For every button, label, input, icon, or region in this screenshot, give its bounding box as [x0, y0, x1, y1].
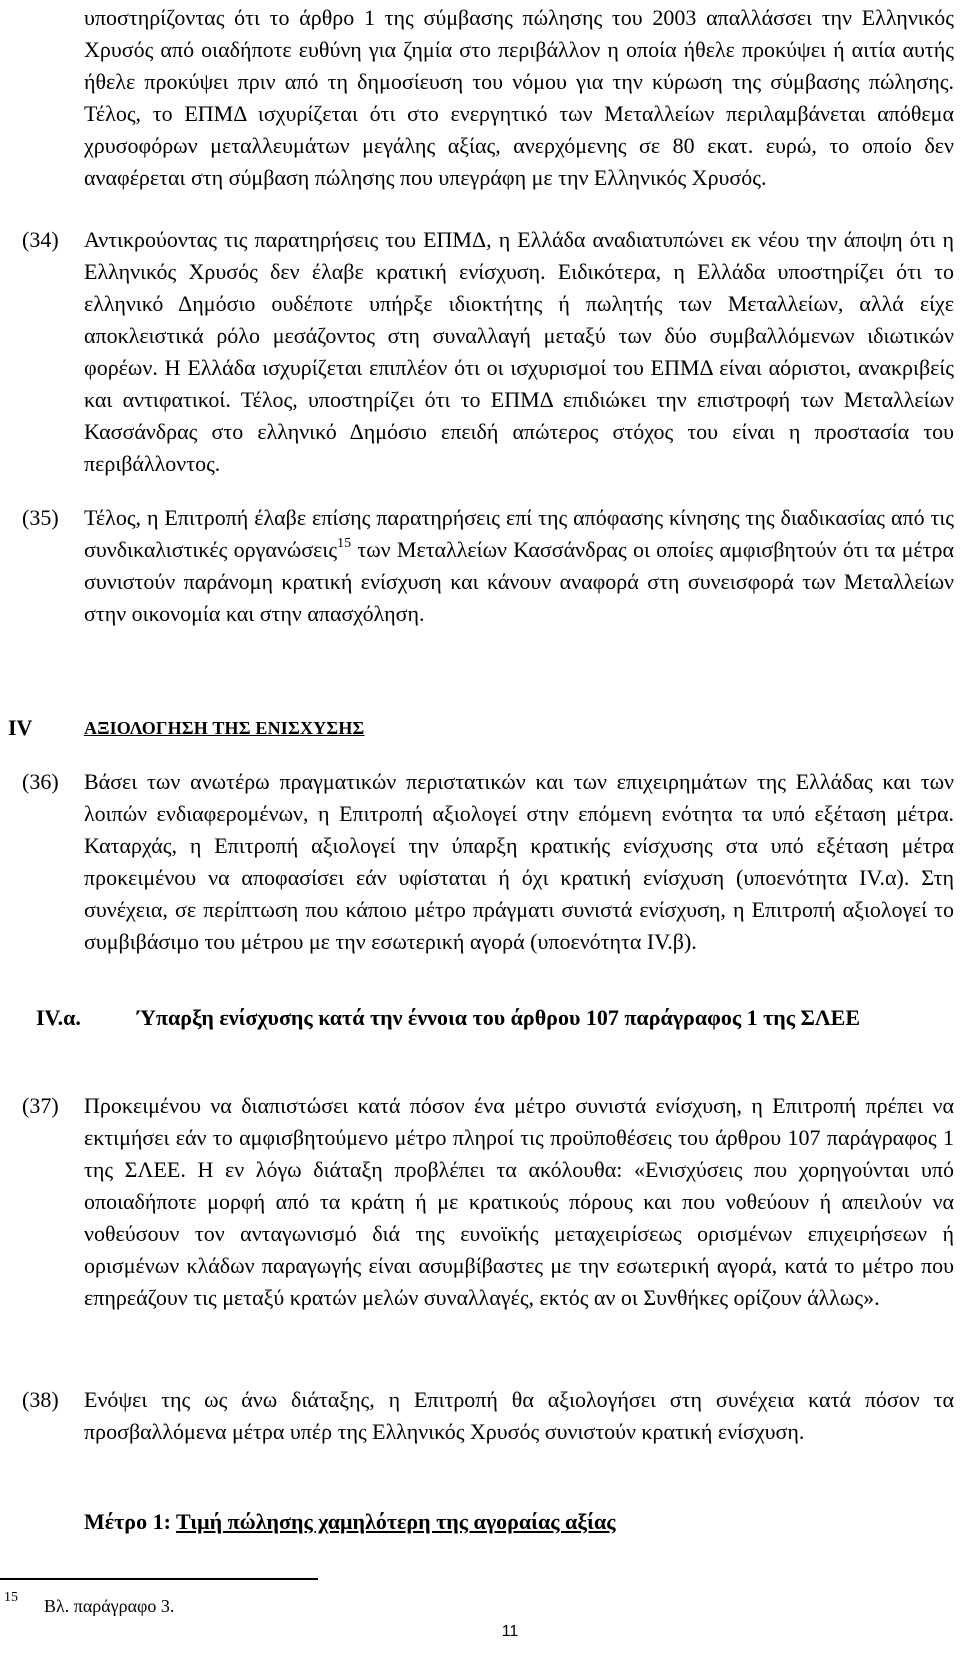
footnote-divider: [0, 1578, 318, 1580]
paragraph-text: [84, 502, 954, 630]
paragraph-number: (38): [22, 1387, 59, 1412]
footnote-number: 15: [4, 1590, 18, 1605]
paragraph-number: (34): [22, 227, 59, 252]
paragraph-number: (35): [22, 505, 59, 530]
subsection-heading-iva: [36, 1002, 936, 1034]
measure-title: Τιμή πώλησης χαμηλότερη της αγοραίας αξίας: [176, 1509, 616, 1534]
section-number: IV: [8, 715, 33, 740]
measure-prefix: Μέτρο 1:: [84, 1509, 177, 1534]
paragraph-text-part: Τέλος, η Επιτροπή έλαβε επίσης παρατηρήσεις επί της απόφασης κίνησης της διαδικασίας από τις συνδικαλιστικές οργανώσεις: [84, 505, 954, 562]
paragraph-number: (37): [22, 1093, 59, 1118]
page-number: 11: [501, 1623, 519, 1640]
paragraph-number: (36): [22, 769, 59, 794]
section-title: ΑΞΙΟΛΟΓΗΣΗ ΤΗΣ ΕΝΙΣΧΥΣΗΣ: [84, 718, 365, 738]
paragraph-text-part: των Μεταλλείων Κασσάνδρας οι οποίες αμφισβητούν ότι τα μέτρα συνιστούν παράνομη κρατική ενίσχυση και κάνουν αναφορά στη συνεισφορά των Μεταλλείων στην οικονομία και στην απασχόληση.: [84, 537, 954, 626]
section-heading-iv: [0, 712, 954, 744]
footnote-reference[interactable]: 15: [337, 535, 352, 551]
footnote-text: Βλ. παράγραφο 3.: [44, 1596, 175, 1616]
paragraph-text: Βάσει των ανωτέρω πραγματικών περιστατικών και των επιχειρημάτων της Ελλάδας και των λοιπών ενδιαφερομένων, η Επιτροπή αξιολογεί στην επόμενη ενότητα τα υπό εξέταση μέτρα. Καταρχάς, η Επιτροπή αξιολογεί την ύπαρξη κρατικής ενίσχυσης στα υπό εξέταση μέτρα προκειμένου να αποφασίσει εάν υφίσταται ή όχι κρατική ενίσχυση (υποενότητα IV.α). Στη συνέχεια, σε περίπτωση που κάποιο μέτρο πράγματι συνιστά ενίσχυση, η Επιτροπή αξιολογεί το συμβιβάσιμο του μέτρου με την εσωτερική αγορά (υποενότητα IV.β).: [84, 769, 954, 954]
subsection-label: IV.α.: [36, 1005, 81, 1030]
subsection-title: Ύπαρξη ενίσχυσης κατά την έννοια του άρθρου 107 παράγραφος 1 της ΣΛΕΕ: [136, 1005, 861, 1030]
intro-paragraph: υποστηρίζοντας ότι το άρθρο 1 της σύμβασης πώλησης του 2003 απαλλάσσει την Ελληνικός Χρυσός από οιαδήποτε ευθύνη για ζημία στο περιβάλλον η οποία ήθελε προκύψει ή αιτία αυτής ήθελε προκύψει πριν από τη δημοσίευση του νόμου για την κύρωση της σύμβασης πώλησης. Τέλος, το ΕΠΜΔ ισχυρίζεται ότι στο ενεργητικό των Μεταλλείων περιλαμβάνεται απόθεμα χρυσοφόρων μεταλλευμάτων μεγάλης αξίας, ανερχόμενης σε 80 εκατ. ευρώ, το οποίο δεν αναφέρεται στη σύμβαση πώλησης που υπεγράφη με την Ελληνικός Χρυσός.: [84, 5, 954, 190]
paragraph-text: Αντικρούοντας τις παρατηρήσεις του ΕΠΜΔ, η Ελλάδα αναδιατυπώνει εκ νέου την άποψη ότι η Ελληνικός Χρυσός δεν έλαβε κρατική ενίσχυση. Ειδικότερα, η Ελλάδα υποστηρίζει ότι το ελληνικό Δημόσιο ουδέποτε υπήρξε ιδιοκτήτης ή πωλητής των Μεταλλείων, αλλά είχε αποκλειστικά ρόλο μεσάζοντος στη συναλλαγή μεταξύ των δύο συμβαλλόμενων ιδιωτικών φορέων. Η Ελλάδα ισχυρίζεται επιπλέον ότι οι ισχυρισμοί του ΕΠΜΔ είναι αόριστοι, ανακριβείς και αντιφατικοί. Τέλος, υποστηρίζει ότι το ΕΠΜΔ επιδιώκει την επιστροφή των Μεταλλείων Κασσάνδρας στο ελληνικό Δημόσιο επειδή απώτερος στόχος του είναι η προστασία του περιβάλλοντος.: [84, 227, 954, 476]
paragraph-text: Προκειμένου να διαπιστώσει κατά πόσον ένα μέτρο συνιστά ενίσχυση, η Επιτροπή πρέπει να εκτιμήσει εάν το αμφισβητούμενο μέτρο πληροί τις προϋποθέσεις του άρθρου 107 παράγραφος 1 της ΣΛΕΕ. Η εν λόγω διάταξη προβλέπει τα ακόλουθα: «Ενισχύσεις που χορηγούνται υπό οποιαδήποτε μορφή από τα κράτη ή με κρατικούς πόρους και που νοθεύουν ή απειλούν να νοθεύσουν τον ανταγωνισμό διά της ευνοϊκής μεταχειρίσεως ορισμένων επιχειρήσεων ή ορισμένων κλάδων παραγωγής είναι ασυμβίβαστες με την εσωτερική αγορά, κατά το μέτρο που επηρεάζουν τις μεταξύ κρατών μελών συναλλαγές, εκτός αν οι Συνθήκες ορίζουν άλλως».: [84, 1093, 954, 1310]
measure-heading: [84, 1506, 616, 1538]
paragraph-text: Ενόψει της ως άνω διάταξης, η Επιτροπή θα αξιολογήσει στη συνέχεια κατά πόσον τα προσβαλλόμενα μέτρα υπέρ της Ελληνικός Χρυσός συνιστούν κρατική ενίσχυση.: [84, 1387, 954, 1444]
